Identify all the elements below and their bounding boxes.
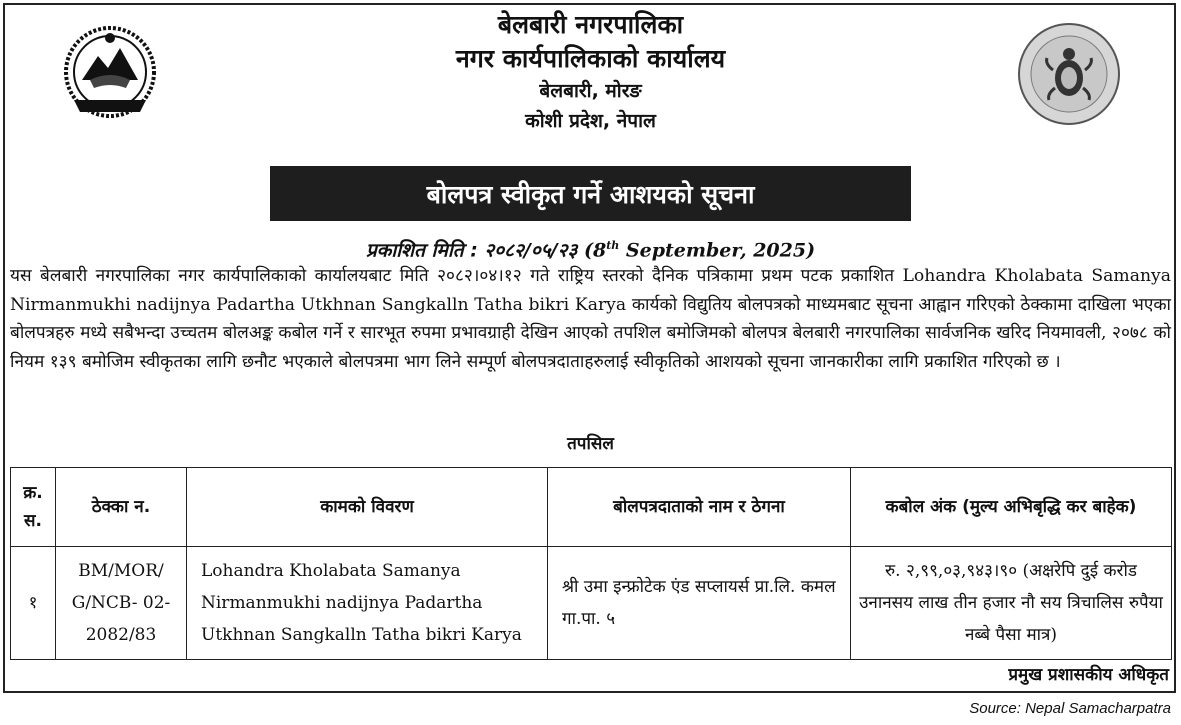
cell-contract-no: BM/MOR/ G/NCB- 02-2082/83 — [56, 547, 187, 660]
office-name: नगर कार्यपालिकाको कार्यालय — [455, 44, 726, 73]
notice-body: यस बेलबारी नगरपालिका नगर कार्यपालिकाको कार्यालयबाट मिति २०८२।०४।१२ गते राष्ट्रिय स्तरको दैनिक पत्रिकामा प्रथम पटक प्रकाशित Lohandra Kholabata Samanya Nirmanmukhi nadijnya Padartha Utkhnan Sangkalln Tatha bikri Karya कार्यको विद्युतिय बोलपत्रको माध्यमबाट सूचना आह्वान गरिएको ठेक्कामा दाखिला भएका बोलपत्रहरु मध्ये सबैभन्दा उच्चतम बोलअङ्क कबोल गर्ने र सारभूत रुपमा प्रभावग्राही देखिन आएको तपशिल बमोजिमको बोलपत्र बेलबारी नगरपालिका सार्वजनिक खरिद नियमावली, २०७८ को नियम १३९ बमोजिम स्वीकृतका लागि छनौट भएकाले बोलपत्रमा भाग लिने सम्पूर्ण बोलपत्रदाताहरुलाई स्वीकृतिको आशयको सूचना जानकारीका लागि प्रकाशित गरिएको छ । — [10, 266, 1171, 372]
publish-date-en-sup: th — [606, 239, 620, 252]
col-amount: कबोल अंक (मुल्य अभिबृद्धि कर बाहेक) — [851, 468, 1172, 547]
notice-title: बोलपत्र स्वीकृत गर्ने आशयको सूचना — [270, 166, 911, 221]
details-heading: तपसिल — [567, 434, 614, 454]
cell-serial: १ — [11, 547, 56, 660]
table-header-row — [11, 468, 1172, 547]
publish-date-en-prefix: (8 — [583, 239, 607, 262]
cell-description: Lohandra Kholabata Samanya Nirmanmukhi nadijnya Padartha Utkhnan Sangkalln Tatha bikri Karya — [187, 547, 548, 660]
col-description: कामको विवरण — [187, 468, 548, 547]
location: बेलबारी, मोरङ — [539, 80, 642, 102]
municipality-name: बेलबारी नगरपालिका — [497, 10, 684, 39]
col-contract-no: ठेक्का न. — [56, 468, 187, 547]
cell-bidder: श्री उमा इन्फ्रोटेक एंड सप्लायर्स प्रा.लि. कमल गा.पा. ५ — [548, 547, 851, 660]
publish-date-en-rest: September, 2025) — [619, 239, 816, 262]
province: कोशी प्रदेश, नेपाल — [525, 110, 656, 132]
publish-date-np: प्रकाशित मिति : २०८२/०५/२३ — [365, 239, 578, 262]
table-row — [11, 547, 1172, 660]
header — [0, 8, 1181, 136]
signatory: प्रमुख प्रशासकीय अधिकृत — [1008, 665, 1169, 685]
col-bidder: बोलपत्रदाताको नाम र ठेगना — [548, 468, 851, 547]
source-credit: Source: Nepal Samacharpatra — [969, 700, 1171, 717]
cell-amount: रु. २,९९,०३,९४३।९० (अक्षरेपि दुई करोड उनानसय लाख तीन हजार नौ सय त्रिचालिस रुपैया नब्बे पैसा मात्र) — [851, 547, 1172, 660]
publish-date — [0, 232, 1181, 264]
col-serial: क्र. स. — [11, 468, 56, 547]
bid-table — [10, 467, 1172, 660]
